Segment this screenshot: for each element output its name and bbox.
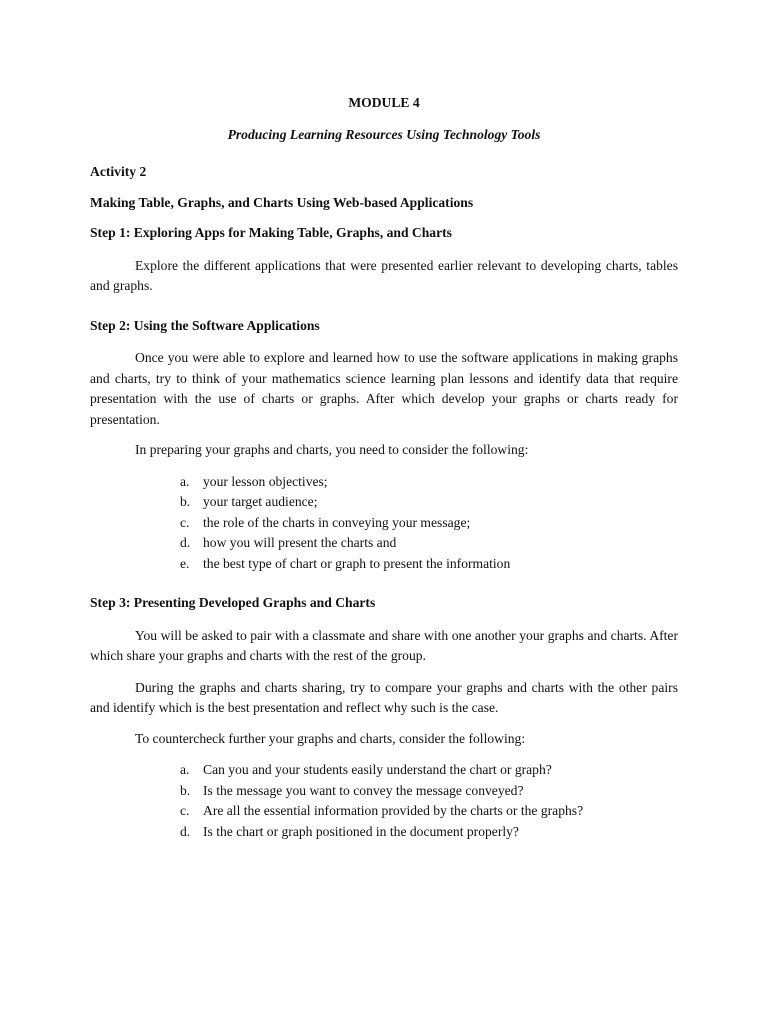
step2-list-intro: In preparing your graphs and charts, you need to consider the following: bbox=[135, 442, 529, 457]
list-item bbox=[180, 781, 678, 802]
list-item bbox=[180, 760, 678, 781]
document-content bbox=[90, 93, 678, 842]
list-item bbox=[180, 492, 678, 513]
step2-list bbox=[90, 472, 678, 575]
step3-list bbox=[90, 760, 678, 842]
module-title: MODULE 4 bbox=[348, 95, 420, 110]
activity-heading: Activity 2 bbox=[90, 164, 147, 179]
step1-paragraph: Explore the different applications that were presented earlier relevant to developing charts, tables and graphs. bbox=[90, 257, 678, 293]
list-item bbox=[180, 472, 678, 493]
list-item-text: Is the message you want to convey the message conveyed? bbox=[203, 782, 524, 798]
list-item-text: your lesson objectives; bbox=[203, 473, 328, 489]
step2-paragraph: Once you were able to explore and learned how to use the software applications in making graphs and charts, try to think of your mathematics science learning plan lessons and identify data that require presentation with the use of charts or graphs. After which develop your graphs or charts ready for presentation. bbox=[90, 350, 678, 427]
list-item bbox=[180, 533, 678, 554]
list-marker: a. bbox=[180, 473, 190, 489]
step3-paragraph-2: During the graphs and charts sharing, try to compare your graphs and charts with the other pairs and identify which is the best presentation and reflect why such is the case. bbox=[90, 679, 678, 715]
step1-heading: Step 1: Exploring Apps for Making Table, Graphs, and Charts bbox=[90, 225, 452, 240]
list-item-text: Are all the essential information provided by the charts or the graphs? bbox=[203, 803, 584, 818]
list-item-text: your target audience; bbox=[203, 494, 318, 509]
list-marker: e. bbox=[180, 555, 190, 571]
step3-list-intro: To countercheck further your graphs and charts, consider the following: bbox=[135, 730, 526, 746]
list-item bbox=[180, 801, 678, 822]
list-item-text: how you will present the charts and bbox=[203, 535, 397, 550]
list-marker: d. bbox=[180, 535, 191, 550]
list-item bbox=[180, 554, 678, 575]
list-marker: a. bbox=[180, 762, 190, 777]
list-item-text: Is the chart or graph positioned in the document properly? bbox=[203, 823, 519, 839]
step2-heading: Step 2: Using the Software Applications bbox=[90, 317, 320, 333]
step3-heading: Step 3: Presenting Developed Graphs and Charts bbox=[90, 595, 376, 610]
step3-paragraph-1: You will be asked to pair with a classmate and share with one another your graphs and charts. After which share your graphs and charts with the rest of the group. bbox=[90, 627, 678, 663]
list-marker: d. bbox=[180, 823, 191, 839]
list-item-text: the role of the charts in conveying your message; bbox=[203, 514, 471, 530]
module-subtitle: Producing Learning Resources Using Technology Tools bbox=[227, 126, 541, 142]
list-item bbox=[180, 822, 678, 843]
list-item bbox=[180, 513, 678, 534]
list-marker: c. bbox=[180, 803, 190, 818]
list-marker: c. bbox=[180, 514, 190, 530]
list-marker: b. bbox=[180, 782, 191, 798]
list-item-text: the best type of chart or graph to present the information bbox=[203, 555, 511, 571]
activity-title: Making Table, Graphs, and Charts Using Web-based Applications bbox=[90, 194, 474, 210]
list-marker: b. bbox=[180, 494, 191, 509]
list-item-text: Can you and your students easily understand the chart or graph? bbox=[203, 762, 552, 777]
